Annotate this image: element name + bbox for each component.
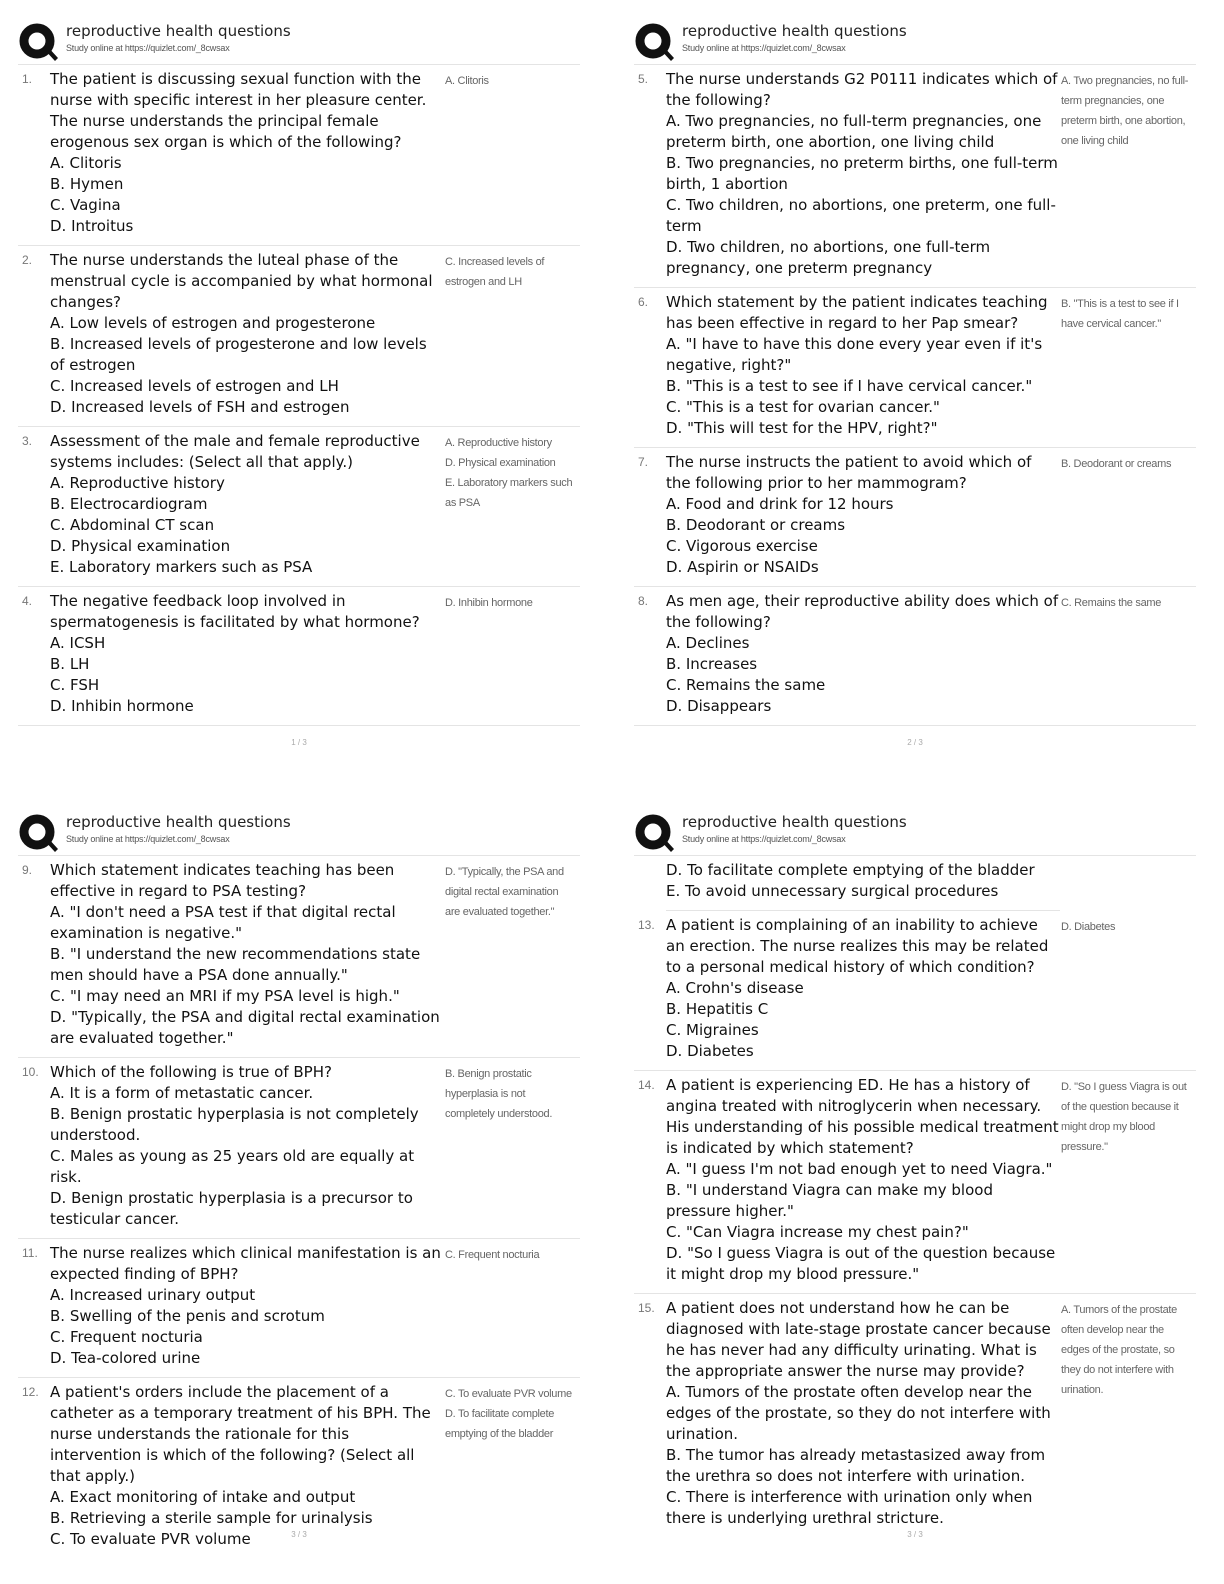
option: B. Increased levels of progesterone and low levels of estrogen: [50, 335, 427, 374]
option: A. Low levels of estrogen and progesterone: [50, 314, 376, 332]
continued-options: [666, 856, 1060, 911]
option: C. Increased levels of estrogen and LH: [50, 377, 339, 395]
question-item: [18, 427, 580, 587]
page-4: [634, 813, 1196, 1537]
question-number: 2.: [22, 253, 33, 267]
option: A. Exact monitoring of intake and output: [50, 1488, 356, 1506]
option: A. Reproductive history: [50, 474, 225, 492]
option: C. Vigorous exercise: [666, 537, 818, 555]
page-2: [634, 22, 1196, 726]
answer-text: D. Inhibin hormone: [445, 597, 533, 609]
page-header: [634, 813, 1196, 853]
option: A. ICSH: [50, 634, 106, 652]
header-title: reproductive health questions: [682, 813, 907, 831]
question-stem: The negative feedback loop involved in spermatogenesis is facilitated by what hormone?: [50, 592, 420, 631]
option: A. Crohn's disease: [666, 979, 804, 997]
option: C. Two children, no abortions, one preterm, one full-term: [666, 196, 1056, 235]
answer-text: D. "So I guess Viagra is out of the question because it might drop my blood pressure.": [1061, 1081, 1187, 1153]
question-number: 1.: [22, 72, 33, 86]
option: C. Males as young as 25 years old are equally at risk.: [50, 1147, 415, 1186]
option: B. Deodorant or creams: [666, 516, 846, 534]
option: C. "I may need an MRI if my PSA level is high.": [50, 987, 400, 1005]
option: B. "I understand Viagra can make my blood pressure higher.": [666, 1181, 993, 1220]
question-text: [50, 1062, 444, 1230]
quizlet-logo-icon: [634, 813, 674, 853]
option: D. Two children, no abortions, one full-term pregnancy, one preterm pregnancy: [666, 238, 991, 277]
option: C. There is interference with urination only when there is underlying urethral stricture.: [666, 1488, 1033, 1527]
question-item: [18, 587, 580, 726]
page-footer: 2 / 3: [907, 738, 923, 747]
option: D. Inhibin hormone: [50, 697, 194, 715]
question-number: 11.: [22, 1246, 38, 1260]
option: C. Frequent nocturia: [50, 1328, 203, 1346]
question-stem: As men age, their reproductive ability does which of the following?: [666, 592, 1059, 631]
question-stem: Which statement indicates teaching has been effective in regard to PSA testing?: [50, 861, 395, 900]
question-text: [666, 1298, 1060, 1529]
option: B. "This is a test to see if I have cervical cancer.": [666, 377, 1033, 395]
option: D. To facilitate complete emptying of the bladder: [666, 861, 1035, 879]
header-title: reproductive health questions: [66, 813, 291, 831]
page-header: [18, 813, 580, 853]
question-item: [634, 288, 1196, 448]
option: B. Two pregnancies, no preterm births, one full-term birth, 1 abortion: [666, 154, 1058, 193]
quizlet-logo-icon: [18, 813, 58, 853]
question-item: [18, 1239, 580, 1378]
option: D. "Typically, the PSA and digital rectal examination are evaluated together.": [50, 1008, 440, 1047]
option: D. Physical examination: [50, 537, 231, 555]
answer-text: A. Tumors of the prostate often develop near the edges of the prostate, so they do not interfere with urination.: [1061, 1304, 1178, 1396]
answer-text: A. Clitoris: [445, 75, 489, 87]
option: A. It is a form of metastatic cancer.: [50, 1084, 314, 1102]
option: B. "I understand the new recommendations state men should have a PSA done annually.": [50, 945, 421, 984]
question-item: [634, 1071, 1196, 1294]
option: C. Abdominal CT scan: [50, 516, 215, 534]
option: C. "Can Viagra increase my chest pain?": [666, 1223, 969, 1241]
option: A. Food and drink for 12 hours: [666, 495, 894, 513]
question-item: [634, 911, 1196, 1071]
question-item: [634, 65, 1196, 288]
option: A. "I don't need a PSA test if that digital rectal examination is negative.": [50, 903, 396, 942]
question-text: [50, 431, 444, 578]
question-number: 15.: [638, 1301, 655, 1315]
option: D. Increased levels of FSH and estrogen: [50, 398, 350, 416]
option: B. Increases: [666, 655, 758, 673]
option: C. FSH: [50, 676, 100, 694]
option: D. Tea-colored urine: [50, 1349, 201, 1367]
option: D. Disappears: [666, 697, 772, 715]
question-stem: The nurse realizes which clinical manifestation is an expected finding of BPH?: [50, 1244, 441, 1283]
question-text: [666, 915, 1060, 1062]
question-number: 3.: [22, 434, 33, 448]
page-header: [18, 22, 580, 62]
question-number: 9.: [22, 863, 33, 877]
answer-text: B. "This is a test to see if I have cervical cancer.": [1061, 298, 1179, 330]
answer-text: B. Deodorant or creams: [1061, 458, 1172, 470]
answer-text: A. Two pregnancies, no full-term pregnancies, one preterm birth, one abortion, one living child: [1061, 75, 1189, 147]
option: A. Two pregnancies, no full-term pregnancies, one preterm birth, one abortion, one living child: [666, 112, 1042, 151]
question-stem: Assessment of the male and female reproductive systems includes: (Select all that apply.): [50, 432, 420, 471]
question-text: [50, 69, 444, 237]
header-subtitle: Study online at https://quizlet.com/_8cwsax: [682, 834, 846, 844]
page-3: [18, 813, 580, 1558]
option: A. Clitoris: [50, 154, 122, 172]
option: A. "I have to have this done every year even if it's negative, right?": [666, 335, 1043, 374]
quizlet-logo-icon: [634, 22, 674, 62]
question-number: 12.: [22, 1385, 39, 1399]
question-number: 13.: [638, 918, 655, 932]
question-number: 7.: [638, 455, 649, 469]
question-number: 14.: [638, 1078, 655, 1092]
answer-text: D. Diabetes: [1061, 921, 1116, 933]
option: D. "This will test for the HPV, right?": [666, 419, 938, 437]
quizlet-logo-icon: [18, 22, 58, 62]
question-stem: Which of the following is true of BPH?: [50, 1063, 332, 1081]
page-1: [18, 22, 580, 726]
option: C. Remains the same: [666, 676, 826, 694]
page-header: [634, 22, 1196, 62]
option: B. Electrocardiogram: [50, 495, 208, 513]
answer-text: D. "Typically, the PSA and digital rectal examination are evaluated together.": [445, 866, 564, 918]
question-stem: A patient's orders include the placement of a catheter as a temporary treatment of his BPH. The nurse understands the rationale for this intervention is which of the following? (Select all that apply.): [50, 1383, 431, 1485]
header-title: reproductive health questions: [66, 22, 291, 40]
option: D. Diabetes: [666, 1042, 754, 1060]
question-stem: Which statement by the patient indicates teaching has been effective in regard to her Pap smear?: [666, 293, 1048, 332]
question-stem: A patient does not understand how he can be diagnosed with late-stage prostate cancer because he has never had any difficulty urinating. What is the appropriate answer the nurse may provide?: [666, 1299, 1051, 1380]
question-item: [634, 587, 1196, 726]
option: B. Retrieving a sterile sample for urinalysis: [50, 1509, 373, 1527]
page-footer: 1 / 3: [291, 738, 307, 747]
question-text: [50, 860, 444, 1049]
answer-text: B. Benign prostatic hyperplasia is not completely understood.: [445, 1068, 553, 1120]
option: A. Declines: [666, 634, 750, 652]
question-item: [18, 1058, 580, 1239]
question-text: [666, 292, 1060, 439]
question-item: [634, 448, 1196, 587]
option: D. Aspirin or NSAIDs: [666, 558, 819, 576]
header-subtitle: Study online at https://quizlet.com/_8cwsax: [66, 43, 230, 53]
question-item: [18, 246, 580, 427]
answer-text: A. Reproductive history D. Physical examination E. Laboratory markers such as PSA: [445, 437, 573, 509]
question-number: 5.: [638, 72, 649, 86]
option: D. Introitus: [50, 217, 134, 235]
option: D. "So I guess Viagra is out of the question because it might drop my blood pressure.": [666, 1244, 1056, 1283]
question-stem: A patient is complaining of an inability to achieve an erection. The nurse realizes this may be related to a personal medical history of which condition?: [666, 916, 1049, 976]
question-text: [50, 250, 444, 418]
option: A. Increased urinary output: [50, 1286, 256, 1304]
question-text: [666, 452, 1060, 578]
question-item: [634, 1294, 1196, 1537]
header-subtitle: Study online at https://quizlet.com/_8cwsax: [66, 834, 230, 844]
question-text: [666, 1075, 1060, 1285]
page-footer: 3 / 3: [907, 1530, 923, 1539]
option: B. Hepatitis C: [666, 1000, 769, 1018]
question-item: [18, 856, 580, 1058]
page-footer: 3 / 3: [291, 1530, 307, 1539]
question-stem: A patient is experiencing ED. He has a history of angina treated with nitroglycerin when necessary. His understanding of his possible medical treatment is indicated by which statement?: [666, 1076, 1059, 1157]
question-text: [666, 69, 1060, 279]
option: A. "I guess I'm not bad enough yet to need Viagra.": [666, 1160, 1053, 1178]
question-number: 10.: [22, 1065, 39, 1079]
option: E. To avoid unnecessary surgical procedures: [666, 882, 999, 900]
question-stem: The patient is discussing sexual function with the nurse with specific interest in her pleasure center. The nurse understands the principal female erogenous sex organ is which of the following?: [50, 70, 427, 151]
question-number: 4.: [22, 594, 33, 608]
header-subtitle: Study online at https://quizlet.com/_8cwsax: [682, 43, 846, 53]
question-stem: The nurse instructs the patient to avoid which of the following prior to her mammogram?: [666, 453, 1032, 492]
option: E. Laboratory markers such as PSA: [50, 558, 313, 576]
answer-text: C. Remains the same: [1061, 597, 1162, 609]
question-item: [18, 65, 580, 246]
question-text: [50, 591, 444, 717]
answer-text: C. Frequent nocturia: [445, 1249, 540, 1261]
answer-text: C. Increased levels of estrogen and LH: [445, 256, 545, 288]
answer-text: C. To evaluate PVR volume D. To facilitate complete emptying of the bladder: [445, 1388, 572, 1440]
option: A. Tumors of the prostate often develop near the edges of the prostate, so they do not interfere with urination.: [666, 1383, 1051, 1443]
option: C. Migraines: [666, 1021, 759, 1039]
option: D. Benign prostatic hyperplasia is a precursor to testicular cancer.: [50, 1189, 413, 1228]
question-number: 8.: [638, 594, 649, 608]
question-stem: The nurse understands the luteal phase of the menstrual cycle is accompanied by what hormonal changes?: [50, 251, 433, 311]
question-text: [50, 1243, 444, 1369]
option: C. "This is a test for ovarian cancer.": [666, 398, 940, 416]
option: B. LH: [50, 655, 90, 673]
question-number: 6.: [638, 295, 649, 309]
option: C. Vagina: [50, 196, 121, 214]
question-text: [50, 1382, 444, 1550]
question-stem: The nurse understands G2 P0111 indicates which of the following?: [666, 70, 1058, 109]
option: B. Hymen: [50, 175, 124, 193]
question-text: [666, 591, 1060, 717]
header-title: reproductive health questions: [682, 22, 907, 40]
option: C. To evaluate PVR volume: [50, 1530, 251, 1548]
option: B. The tumor has already metastasized away from the urethra so does not interfere with urination.: [666, 1446, 1046, 1485]
option: B. Swelling of the penis and scrotum: [50, 1307, 325, 1325]
option: B. Benign prostatic hyperplasia is not completely understood.: [50, 1105, 419, 1144]
